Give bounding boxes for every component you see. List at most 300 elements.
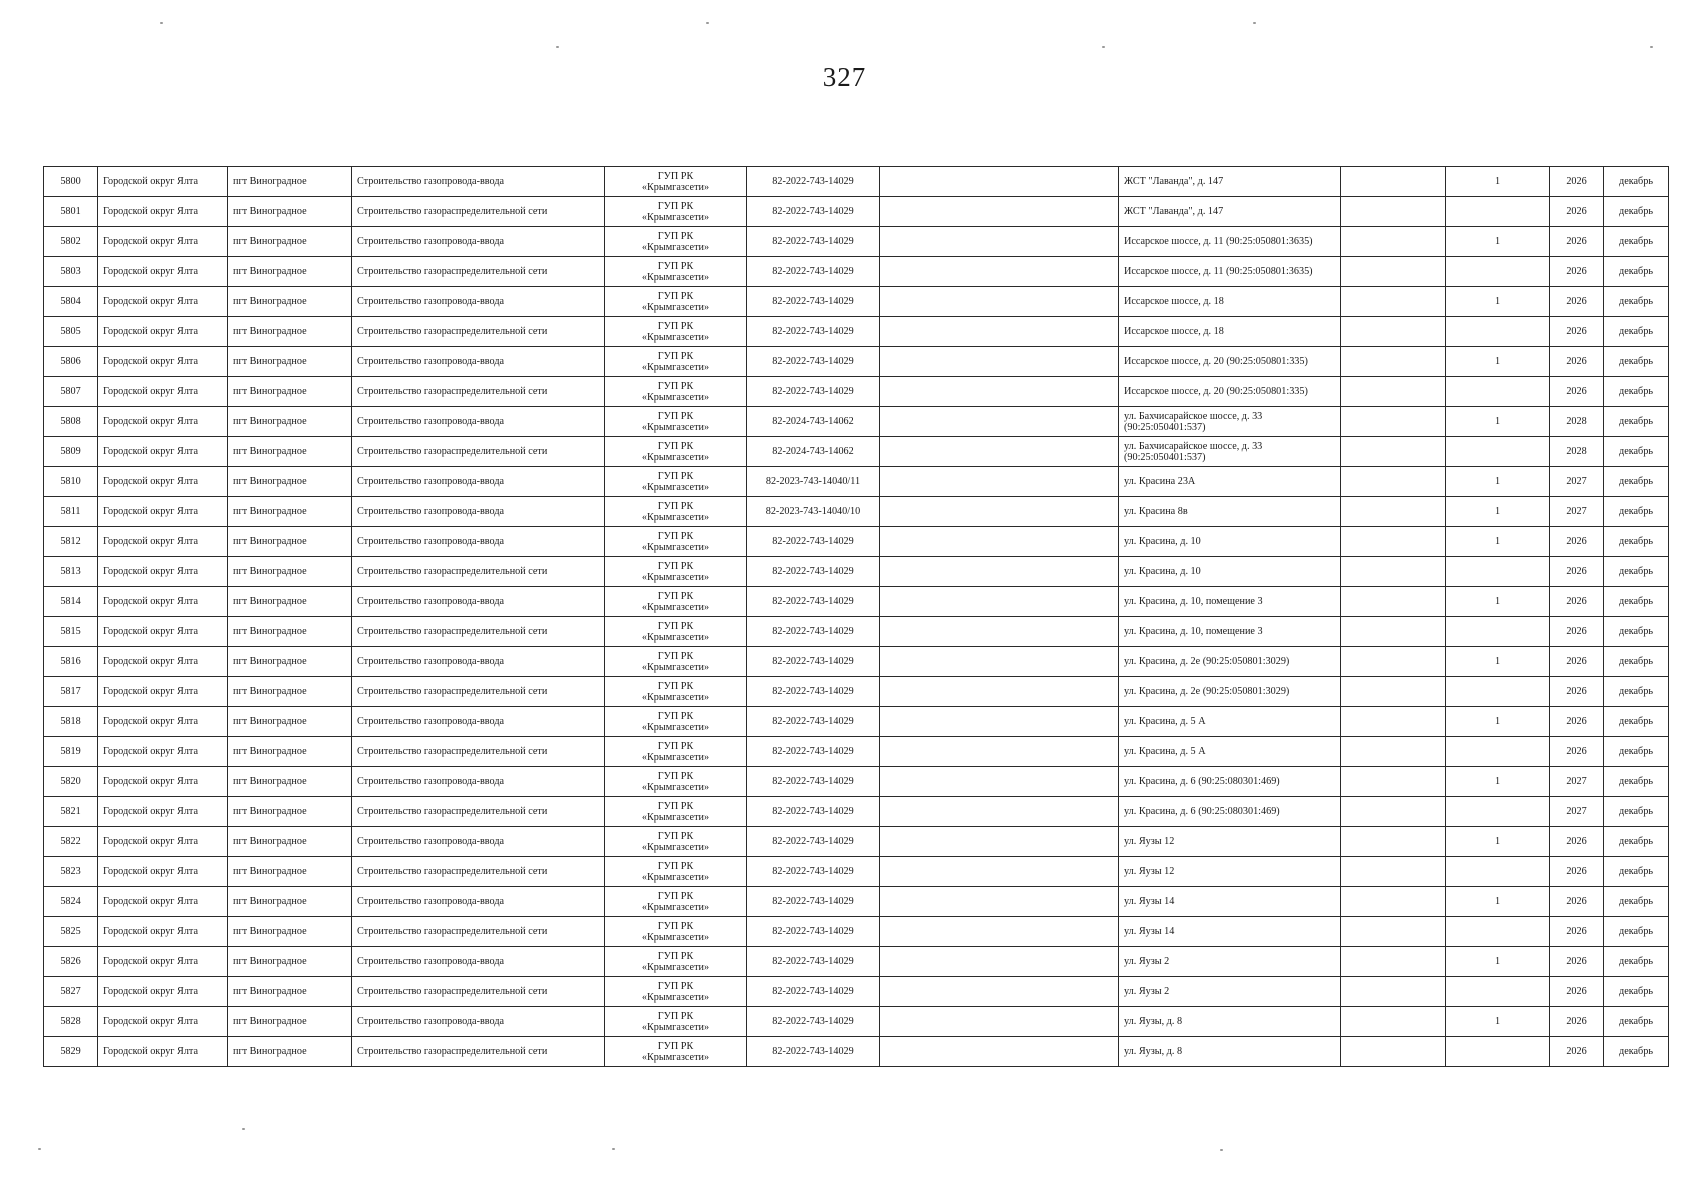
organization-line-1: ГУП РК xyxy=(657,200,694,212)
organization-line-1: ГУП РК xyxy=(657,230,694,242)
year-cell: 2026 xyxy=(1550,827,1604,857)
year-cell: 2026 xyxy=(1550,167,1604,197)
district-cell: Городской округ Ялта xyxy=(98,767,228,797)
organization-cell xyxy=(605,857,747,887)
scan-speck xyxy=(1650,46,1653,48)
month-cell: декабрь xyxy=(1604,917,1669,947)
table-row xyxy=(44,767,1669,797)
organization-line-2: «Крымгазсети» xyxy=(641,721,710,733)
organization-cell xyxy=(605,257,747,287)
request-number-cell: 82-2022-743-14029 xyxy=(747,707,880,737)
year-cell: 2026 xyxy=(1550,257,1604,287)
scan-speck xyxy=(612,1148,615,1150)
work-type-cell: Строительство газораспределительной сети xyxy=(352,197,605,227)
district-cell: Городской округ Ялта xyxy=(98,857,228,887)
address-cell: Иссарское шоссе, д. 18 xyxy=(1119,317,1341,347)
row-number: 5808 xyxy=(44,407,98,437)
quantity-cell: 1 xyxy=(1446,767,1550,797)
quantity-cell xyxy=(1446,737,1550,767)
district-cell: Городской округ Ялта xyxy=(98,497,228,527)
address-cell: Иссарское шоссе, д. 18 xyxy=(1119,287,1341,317)
table-row xyxy=(44,467,1669,497)
year-cell: 2026 xyxy=(1550,977,1604,1007)
district-cell: Городской округ Ялта xyxy=(98,257,228,287)
empty-cell xyxy=(880,317,1119,347)
request-number-cell: 82-2022-743-14029 xyxy=(747,317,880,347)
address-cell: ЖСТ "Лаванда", д. 147 xyxy=(1119,167,1341,197)
empty-cell xyxy=(880,617,1119,647)
empty-cell xyxy=(1341,317,1446,347)
quantity-cell: 1 xyxy=(1446,887,1550,917)
request-number-cell: 82-2022-743-14029 xyxy=(747,977,880,1007)
quantity-cell: 1 xyxy=(1446,407,1550,437)
work-type-cell: Строительство газопровода-ввода xyxy=(352,407,605,437)
request-number-cell: 82-2022-743-14029 xyxy=(747,857,880,887)
organization-cell xyxy=(605,377,747,407)
organization-line-2: «Крымгазсети» xyxy=(641,661,710,673)
request-number-cell: 82-2023-743-14040/10 xyxy=(747,497,880,527)
organization-line-2: «Крымгазсети» xyxy=(641,931,710,943)
year-cell: 2026 xyxy=(1550,947,1604,977)
work-type-cell: Строительство газопровода-ввода xyxy=(352,497,605,527)
request-number-cell: 82-2023-743-14040/11 xyxy=(747,467,880,497)
address-cell: ул. Яузы 14 xyxy=(1119,917,1341,947)
district-cell: Городской округ Ялта xyxy=(98,647,228,677)
year-cell: 2026 xyxy=(1550,707,1604,737)
year-cell: 2027 xyxy=(1550,797,1604,827)
address-cell: Иссарское шоссе, д. 20 (90:25:050801:335) xyxy=(1119,377,1341,407)
month-cell: декабрь xyxy=(1604,1037,1669,1067)
table-row xyxy=(44,317,1669,347)
table-row xyxy=(44,617,1669,647)
work-type-cell: Строительство газораспределительной сети xyxy=(352,917,605,947)
empty-cell xyxy=(1341,167,1446,197)
month-cell: декабрь xyxy=(1604,587,1669,617)
request-number-cell: 82-2022-743-14029 xyxy=(747,167,880,197)
empty-cell xyxy=(1341,707,1446,737)
organization-cell xyxy=(605,977,747,1007)
row-number: 5806 xyxy=(44,347,98,377)
table-row xyxy=(44,587,1669,617)
locality-cell: пгт Виноградное xyxy=(228,857,352,887)
empty-cell xyxy=(880,737,1119,767)
organization-cell xyxy=(605,497,747,527)
organization-line-1: ГУП РК xyxy=(657,680,694,692)
locality-cell: пгт Виноградное xyxy=(228,527,352,557)
empty-cell xyxy=(1341,377,1446,407)
row-number: 5818 xyxy=(44,707,98,737)
month-cell: декабрь xyxy=(1604,797,1669,827)
organization-cell xyxy=(605,317,747,347)
locality-cell: пгт Виноградное xyxy=(228,737,352,767)
empty-cell xyxy=(880,827,1119,857)
district-cell: Городской округ Ялта xyxy=(98,587,228,617)
row-number: 5821 xyxy=(44,797,98,827)
year-cell: 2026 xyxy=(1550,227,1604,257)
district-cell: Городской округ Ялта xyxy=(98,677,228,707)
empty-cell xyxy=(1341,767,1446,797)
empty-cell xyxy=(880,197,1119,227)
locality-cell: пгт Виноградное xyxy=(228,317,352,347)
table-row xyxy=(44,257,1669,287)
empty-cell xyxy=(1341,617,1446,647)
organization-cell xyxy=(605,467,747,497)
empty-cell xyxy=(880,767,1119,797)
organization-line-1: ГУП РК xyxy=(657,350,694,362)
work-type-cell: Строительство газораспределительной сети xyxy=(352,557,605,587)
organization-cell xyxy=(605,617,747,647)
row-number: 5829 xyxy=(44,1037,98,1067)
empty-cell xyxy=(880,1037,1119,1067)
locality-cell: пгт Виноградное xyxy=(228,707,352,737)
work-type-cell: Строительство газопровода-ввода xyxy=(352,347,605,377)
organization-line-2: «Крымгазсети» xyxy=(641,391,710,403)
organization-cell xyxy=(605,917,747,947)
request-number-cell: 82-2022-743-14029 xyxy=(747,827,880,857)
row-number: 5804 xyxy=(44,287,98,317)
table-row xyxy=(44,947,1669,977)
registry-table xyxy=(43,166,1669,1067)
empty-cell xyxy=(880,677,1119,707)
scan-speck xyxy=(38,1148,41,1150)
request-number-cell: 82-2022-743-14029 xyxy=(747,767,880,797)
district-cell: Городской округ Ялта xyxy=(98,467,228,497)
month-cell: декабрь xyxy=(1604,947,1669,977)
organization-line-1: ГУП РК xyxy=(657,980,694,992)
request-number-cell: 82-2022-743-14029 xyxy=(747,917,880,947)
organization-line-2: «Крымгазсети» xyxy=(641,961,710,973)
request-number-cell: 82-2022-743-14029 xyxy=(747,257,880,287)
address-cell: ул. Красина, д. 2е (90:25:050801:3029) xyxy=(1119,647,1341,677)
empty-cell xyxy=(1341,737,1446,767)
work-type-cell: Строительство газопровода-ввода xyxy=(352,467,605,497)
district-cell: Городской округ Ялта xyxy=(98,347,228,377)
organization-line-1: ГУП РК xyxy=(657,860,694,872)
address-cell: ул. Яузы 2 xyxy=(1119,977,1341,1007)
request-number-cell: 82-2022-743-14029 xyxy=(747,557,880,587)
empty-cell xyxy=(1341,497,1446,527)
year-cell: 2026 xyxy=(1550,677,1604,707)
organization-line-2: «Крымгазсети» xyxy=(641,811,710,823)
empty-cell xyxy=(1341,437,1446,467)
empty-cell xyxy=(880,857,1119,887)
organization-line-2: «Крымгазсети» xyxy=(641,361,710,373)
year-cell: 2028 xyxy=(1550,407,1604,437)
work-type-cell: Строительство газораспределительной сети xyxy=(352,977,605,1007)
organization-line-2: «Крымгазсети» xyxy=(641,331,710,343)
quantity-cell: 1 xyxy=(1446,347,1550,377)
row-number: 5823 xyxy=(44,857,98,887)
year-cell: 2026 xyxy=(1550,647,1604,677)
district-cell: Городской округ Ялта xyxy=(98,437,228,467)
district-cell: Городской округ Ялта xyxy=(98,227,228,257)
year-cell: 2027 xyxy=(1550,467,1604,497)
work-type-cell: Строительство газопровода-ввода xyxy=(352,527,605,557)
table-row xyxy=(44,737,1669,767)
request-number-cell: 82-2022-743-14029 xyxy=(747,677,880,707)
organization-cell xyxy=(605,647,747,677)
address-cell: ул. Яузы, д. 8 xyxy=(1119,1007,1341,1037)
address-cell: ул. Яузы 14 xyxy=(1119,887,1341,917)
work-type-cell: Строительство газопровода-ввода xyxy=(352,947,605,977)
empty-cell xyxy=(1341,227,1446,257)
year-cell: 2026 xyxy=(1550,527,1604,557)
quantity-cell: 1 xyxy=(1446,497,1550,527)
empty-cell xyxy=(1341,1037,1446,1067)
work-type-cell: Строительство газопровода-ввода xyxy=(352,647,605,677)
month-cell: декабрь xyxy=(1604,887,1669,917)
organization-cell xyxy=(605,1037,747,1067)
year-cell: 2026 xyxy=(1550,887,1604,917)
empty-cell xyxy=(880,527,1119,557)
organization-line-1: ГУП РК xyxy=(657,170,694,182)
quantity-cell xyxy=(1446,437,1550,467)
month-cell: декабрь xyxy=(1604,977,1669,1007)
row-number: 5822 xyxy=(44,827,98,857)
request-number-cell: 82-2022-743-14029 xyxy=(747,377,880,407)
empty-cell xyxy=(1341,887,1446,917)
district-cell: Городской округ Ялта xyxy=(98,707,228,737)
request-number-cell: 82-2022-743-14029 xyxy=(747,947,880,977)
table-row xyxy=(44,827,1669,857)
locality-cell: пгт Виноградное xyxy=(228,287,352,317)
organization-cell xyxy=(605,827,747,857)
locality-cell: пгт Виноградное xyxy=(228,227,352,257)
row-number: 5802 xyxy=(44,227,98,257)
organization-cell xyxy=(605,797,747,827)
empty-cell xyxy=(880,647,1119,677)
scan-speck xyxy=(160,22,163,24)
table-row xyxy=(44,977,1669,1007)
month-cell: декабрь xyxy=(1604,347,1669,377)
district-cell: Городской округ Ялта xyxy=(98,287,228,317)
request-number-cell: 82-2022-743-14029 xyxy=(747,797,880,827)
year-cell: 2026 xyxy=(1550,317,1604,347)
organization-line-1: ГУП РК xyxy=(657,410,694,422)
work-type-cell: Строительство газопровода-ввода xyxy=(352,227,605,257)
address-cell: ул. Красина, д. 10 xyxy=(1119,557,1341,587)
year-cell: 2026 xyxy=(1550,587,1604,617)
year-cell: 2026 xyxy=(1550,1037,1604,1067)
quantity-cell xyxy=(1446,917,1550,947)
row-number: 5810 xyxy=(44,467,98,497)
scan-speck xyxy=(556,46,559,48)
empty-cell xyxy=(1341,677,1446,707)
request-number-cell: 82-2024-743-14062 xyxy=(747,407,880,437)
organization-line-2: «Крымгазсети» xyxy=(641,271,710,283)
organization-line-2: «Крымгазсети» xyxy=(641,451,710,463)
empty-cell xyxy=(880,287,1119,317)
request-number-cell: 82-2022-743-14029 xyxy=(747,527,880,557)
locality-cell: пгт Виноградное xyxy=(228,407,352,437)
empty-cell xyxy=(1341,527,1446,557)
locality-cell: пгт Виноградное xyxy=(228,947,352,977)
locality-cell: пгт Виноградное xyxy=(228,587,352,617)
locality-cell: пгт Виноградное xyxy=(228,1007,352,1037)
organization-line-2: «Крымгазсети» xyxy=(641,781,710,793)
month-cell: декабрь xyxy=(1604,257,1669,287)
district-cell: Городской округ Ялта xyxy=(98,617,228,647)
organization-line-1: ГУП РК xyxy=(657,950,694,962)
table-row xyxy=(44,1037,1669,1067)
empty-cell xyxy=(1341,257,1446,287)
empty-cell xyxy=(1341,287,1446,317)
row-number: 5815 xyxy=(44,617,98,647)
organization-line-2: «Крымгазсети» xyxy=(641,181,710,193)
table-row xyxy=(44,287,1669,317)
district-cell: Городской округ Ялта xyxy=(98,377,228,407)
table-row xyxy=(44,917,1669,947)
empty-cell xyxy=(1341,797,1446,827)
organization-cell xyxy=(605,887,747,917)
organization-cell xyxy=(605,947,747,977)
locality-cell: пгт Виноградное xyxy=(228,467,352,497)
row-number: 5801 xyxy=(44,197,98,227)
request-number-cell: 82-2022-743-14029 xyxy=(747,587,880,617)
quantity-cell: 1 xyxy=(1446,647,1550,677)
row-number: 5824 xyxy=(44,887,98,917)
table-row xyxy=(44,377,1669,407)
quantity-cell: 1 xyxy=(1446,587,1550,617)
address-cell: ул. Бахчисарайское шоссе, д. 33 (90:25:050401:537) xyxy=(1119,407,1341,437)
quantity-cell: 1 xyxy=(1446,227,1550,257)
month-cell: декабрь xyxy=(1604,857,1669,887)
table-row xyxy=(44,647,1669,677)
month-cell: декабрь xyxy=(1604,707,1669,737)
address-cell: ул. Яузы 12 xyxy=(1119,827,1341,857)
month-cell: декабрь xyxy=(1604,677,1669,707)
locality-cell: пгт Виноградное xyxy=(228,197,352,227)
organization-line-1: ГУП РК xyxy=(657,620,694,632)
empty-cell xyxy=(880,707,1119,737)
row-number: 5809 xyxy=(44,437,98,467)
table-row xyxy=(44,227,1669,257)
quantity-cell: 1 xyxy=(1446,707,1550,737)
quantity-cell xyxy=(1446,257,1550,287)
organization-line-2: «Крымгазсети» xyxy=(641,601,710,613)
quantity-cell: 1 xyxy=(1446,1007,1550,1037)
empty-cell xyxy=(880,227,1119,257)
district-cell: Городской округ Ялта xyxy=(98,887,228,917)
work-type-cell: Строительство газораспределительной сети xyxy=(352,1037,605,1067)
request-number-cell: 82-2022-743-14029 xyxy=(747,647,880,677)
request-number-cell: 82-2022-743-14029 xyxy=(747,737,880,767)
table-row xyxy=(44,797,1669,827)
table-row xyxy=(44,857,1669,887)
district-cell: Городской округ Ялта xyxy=(98,977,228,1007)
empty-cell xyxy=(1341,197,1446,227)
work-type-cell: Строительство газопровода-ввода xyxy=(352,287,605,317)
row-number: 5811 xyxy=(44,497,98,527)
empty-cell xyxy=(880,437,1119,467)
organization-line-2: «Крымгазсети» xyxy=(641,871,710,883)
empty-cell xyxy=(1341,407,1446,437)
district-cell: Городской округ Ялта xyxy=(98,917,228,947)
organization-cell xyxy=(605,587,747,617)
address-cell: ул. Красина, д. 10, помещение 3 xyxy=(1119,587,1341,617)
work-type-cell: Строительство газораспределительной сети xyxy=(352,857,605,887)
page-number: 327 xyxy=(822,62,867,92)
month-cell: декабрь xyxy=(1604,557,1669,587)
year-cell: 2026 xyxy=(1550,1007,1604,1037)
address-cell: ул. Яузы, д. 8 xyxy=(1119,1037,1341,1067)
table-row xyxy=(44,887,1669,917)
work-type-cell: Строительство газораспределительной сети xyxy=(352,377,605,407)
address-cell: ул. Красина 23А xyxy=(1119,467,1341,497)
empty-cell xyxy=(880,497,1119,527)
organization-cell xyxy=(605,407,747,437)
table-row xyxy=(44,347,1669,377)
empty-cell xyxy=(880,167,1119,197)
table-row xyxy=(44,1007,1669,1037)
empty-cell xyxy=(880,257,1119,287)
empty-cell xyxy=(880,917,1119,947)
organization-line-1: ГУП РК xyxy=(657,530,694,542)
locality-cell: пгт Виноградное xyxy=(228,917,352,947)
district-cell: Городской округ Ялта xyxy=(98,407,228,437)
empty-cell xyxy=(1341,977,1446,1007)
month-cell: декабрь xyxy=(1604,227,1669,257)
quantity-cell xyxy=(1446,797,1550,827)
empty-cell xyxy=(1341,947,1446,977)
month-cell: декабрь xyxy=(1604,167,1669,197)
month-cell: декабрь xyxy=(1604,197,1669,227)
quantity-cell xyxy=(1446,617,1550,647)
organization-line-1: ГУП РК xyxy=(657,590,694,602)
empty-cell xyxy=(1341,827,1446,857)
organization-line-2: «Крымгазсети» xyxy=(641,541,710,553)
organization-line-2: «Крымгазсети» xyxy=(641,1051,710,1063)
organization-line-2: «Крымгазсети» xyxy=(641,751,710,763)
district-cell: Городской округ Ялта xyxy=(98,737,228,767)
request-number-cell: 82-2022-743-14029 xyxy=(747,347,880,377)
empty-cell xyxy=(1341,557,1446,587)
month-cell: декабрь xyxy=(1604,437,1669,467)
request-number-cell: 82-2022-743-14029 xyxy=(747,287,880,317)
organization-line-1: ГУП РК xyxy=(657,830,694,842)
organization-line-1: ГУП РК xyxy=(657,470,694,482)
organization-line-1: ГУП РК xyxy=(657,260,694,272)
quantity-cell xyxy=(1446,557,1550,587)
quantity-cell xyxy=(1446,1037,1550,1067)
row-number: 5800 xyxy=(44,167,98,197)
request-number-cell: 82-2024-743-14062 xyxy=(747,437,880,467)
month-cell: декабрь xyxy=(1604,377,1669,407)
work-type-cell: Строительство газораспределительной сети xyxy=(352,617,605,647)
locality-cell: пгт Виноградное xyxy=(228,377,352,407)
year-cell: 2028 xyxy=(1550,437,1604,467)
row-number: 5825 xyxy=(44,917,98,947)
organization-line-1: ГУП РК xyxy=(657,500,694,512)
month-cell: декабрь xyxy=(1604,407,1669,437)
organization-line-2: «Крымгазсети» xyxy=(641,241,710,253)
locality-cell: пгт Виноградное xyxy=(228,977,352,1007)
year-cell: 2026 xyxy=(1550,377,1604,407)
registry-rows xyxy=(44,167,1669,1067)
table-row xyxy=(44,527,1669,557)
empty-cell xyxy=(1341,347,1446,377)
request-number-cell: 82-2022-743-14029 xyxy=(747,617,880,647)
work-type-cell: Строительство газораспределительной сети xyxy=(352,737,605,767)
work-type-cell: Строительство газораспределительной сети xyxy=(352,797,605,827)
organization-cell xyxy=(605,287,747,317)
empty-cell xyxy=(880,1007,1119,1037)
empty-cell xyxy=(1341,857,1446,887)
address-cell: ул. Красина, д. 2е (90:25:050801:3029) xyxy=(1119,677,1341,707)
organization-line-2: «Крымгазсети» xyxy=(641,631,710,643)
month-cell: декабрь xyxy=(1604,827,1669,857)
district-cell: Городской округ Ялта xyxy=(98,827,228,857)
